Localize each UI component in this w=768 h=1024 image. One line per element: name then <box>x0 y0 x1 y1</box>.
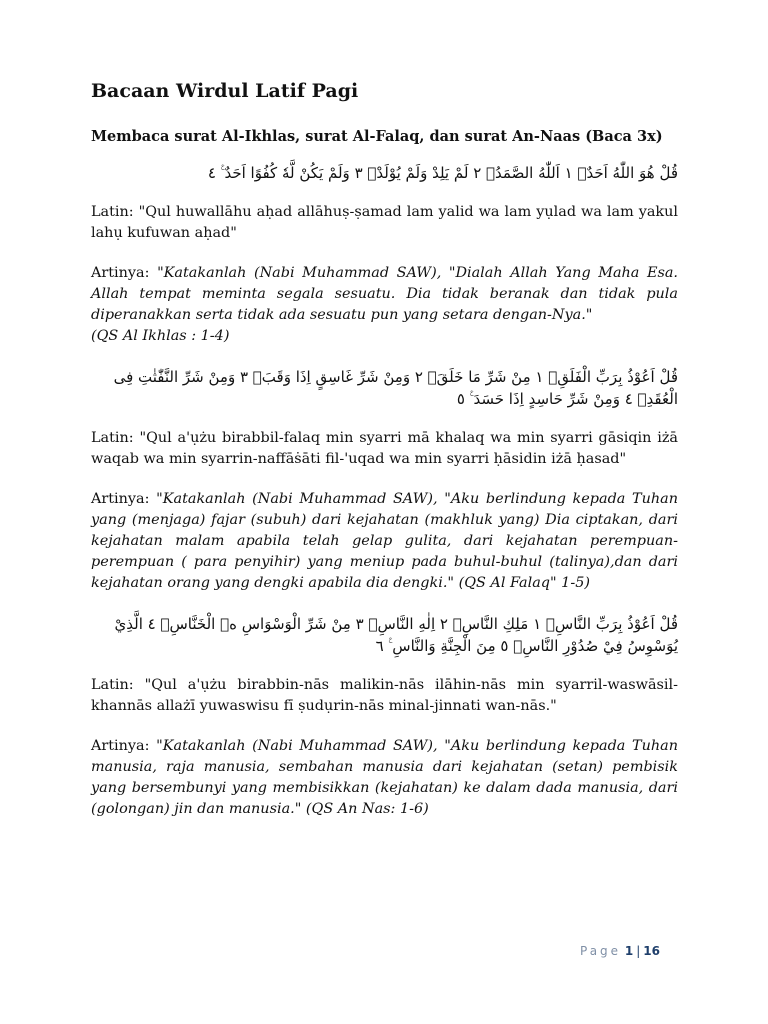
page-separator: | <box>636 944 641 958</box>
meaning-label: Artinya: <box>91 265 158 281</box>
latin-transliteration-an-nas: Latin: "Qul a'ụżu birabbin-nās malikin-nās ilāhin-nās min syarril-waswāsil-khannās allażī yuwaswisu fī ṣudụrin-nās minal-jinnati wan-nās." <box>91 677 678 714</box>
meaning-text: "Katakanlah (Nabi Muhammad SAW), "Aku berlindung kepada Tuhan manusia, raja manusia, sembahan manusia dari kejahatan (setan) pembisik yang bersembunyi yang membisikkan (kejahatan) ke dalam dada manusia, dari (golongan) jin dan manusia." (QS An Nas: 1-6) <box>91 738 679 817</box>
page-title: Bacaan Wirdul Latif Pagi <box>91 80 359 102</box>
meaning-text: "Katakanlah (Nabi Muhammad SAW), "Dialah Allah Yang Maha Esa. Allah tempat meminta segala sesuatu. Dia tidak beranak dan tidak pula diperanakkan serta tidak ada sesuatu pun yang setara dengan-Nya." <box>91 265 678 323</box>
arabic-text-an-nas: قُلْ اَعُوْذُ بِرَبِّ النَّاسِۙ ١ مَلِكِ النَّاسِۙ ٢ اِلٰهِ النَّاسِۙ ٣ مِنْ شَرِّ الْوَسْوَاسِ ەۙ الْخَنَّاسِۖ ٤ الَّذِيْ يُوَسْوِسُ فِيْ صُدُوْرِ النَّاسِۙ ٥ مِنَ الْجِنَّةِ وَالنَّاسِ ࣖ ٦ <box>114 615 678 655</box>
translation-al-falaq <box>91 489 678 594</box>
current-page-number: 1 <box>624 944 634 958</box>
arabic-text-al-ikhlas: قُلْ هُوَ اللّٰهُ اَحَدٌۚ ١ اَللّٰهُ الصَّمَدُۚ ٢ لَمْ يَلِدْ وَلَمْ يُوْلَدْۙ ٣ وَلَمْ يَكُنْ لَّهٗ كُفُوًا اَحَدٌ ࣖ ٤ <box>207 164 678 182</box>
latin-transliteration-al-ikhlas: Latin: "Qul huwallāhu aḥad allāhuṣ-ṣamad lam yalid wa lam yụlad wa lam yakul lahụ kufuwan aḥad" <box>91 204 678 241</box>
translation-an-nas <box>91 736 678 820</box>
total-pages: 16 <box>643 944 660 958</box>
meaning-label: Artinya: <box>91 738 157 754</box>
meaning-label: Artinya: <box>91 491 157 507</box>
document-page <box>91 78 678 839</box>
translation-al-ikhlas <box>91 263 678 347</box>
verse-reference: (QS Al Ikhlas : 1-4) <box>91 328 230 344</box>
arabic-text-al-falaq: قُلْ اَعُوْذُ بِرَبِّ الْفَلَقِۙ ١ مِنْ شَرِّ مَا خَلَقَۙ ٢ وَمِنْ شَرِّ غَاسِقٍ اِذَا وَقَبَۙ ٣ وَمِنْ شَرِّ النَّفّٰثٰتِ فِى الْعُقَدِۙ ٤ وَمِنْ شَرِّ حَاسِدٍ اِذَا حَسَدَ ࣖ ٥ <box>113 368 678 408</box>
document-subtitle: Membaca surat Al-Ikhlas, surat Al-Falaq, dan surat An-Naas (Baca 3x) <box>91 128 663 145</box>
latin-transliteration-al-falaq: Latin: "Qul a'ụżu birabbil-falaq min syarri mā khalaq wa min syarri gāsiqin iżā waqab wa min syarrin-naffāṡāti fil-'uqad wa min syarri ḥāsidin iżā ḥasad" <box>91 430 678 467</box>
meaning-text: "Katakanlah (Nabi Muhammad SAW), "Aku berlindung kepada Tuhan yang (menjaga) fajar (subuh) dari kejahatan (makhluk yang) Dia ciptakan, dari kejahatan malam apabila telah gelap gulita, dari kejahatan perempuan-perempuan ( para penyihir) yang meniup pada buhul-buhul (talinya),dan dari kejahatan orang yang dengki apabila dia dengki." (QS Al Falaq" 1-5) <box>91 491 679 591</box>
page-label: Page <box>580 944 622 958</box>
page-footer <box>580 944 660 958</box>
